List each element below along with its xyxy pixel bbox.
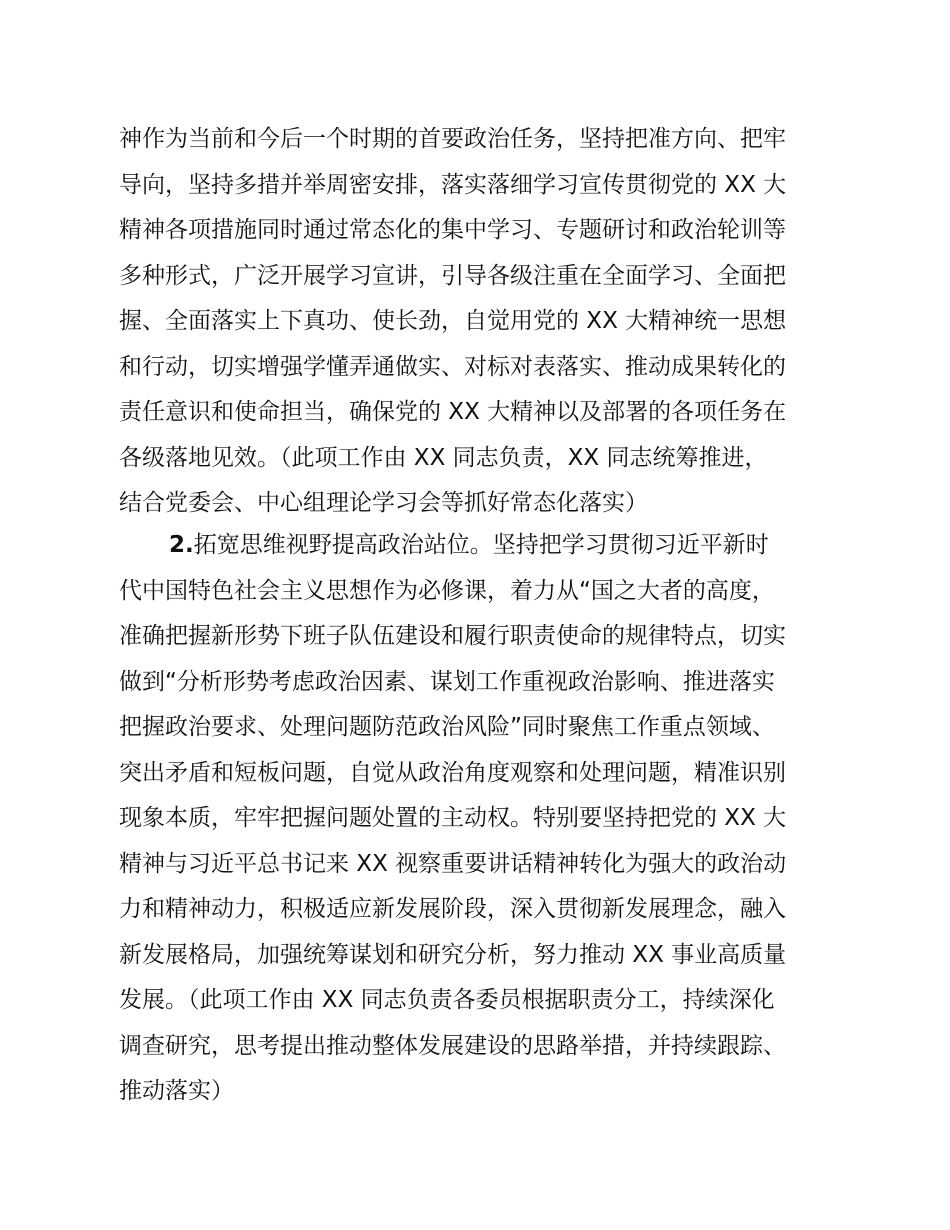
paragraph-1-line: 精神各项措施同时通过常态化的集中学习、专题研讨和政治轮训等 [119, 217, 786, 243]
paragraph-2-line: 力和精神动力，积极适应新发展阶段，深入贯彻新发展理念，融入 [119, 896, 786, 922]
paragraph-1-line: 握、全面落实上下真功、使长劲，自觉用党的 XX 大精神统一思想 [119, 308, 787, 334]
paragraph-2-heading-text: 拓宽思维视野提高政治站位。坚持把学习贯彻习近平新时 [193, 532, 769, 558]
paragraph-2-line: 现象本质，牢牢把握问题处置的主动权。特别要坚持把党的 XX 大 [119, 805, 787, 831]
paragraph-1-line: 责任意识和使命担当，确保党的 XX 大精神以及部署的各项任务在 [119, 399, 787, 425]
paragraph-1-line: 多种形式，广泛开展学习宣讲，引导各级注重在全面学习、全面把 [119, 262, 786, 289]
paragraph-2-line: 把握政治要求、处理问题防范政治风险”同时聚焦工作重点领域、 [119, 714, 775, 740]
paragraph-2-line: 准确把握新形势下班子队伍建设和履行职责使命的规律特点，切实 [119, 623, 786, 649]
paragraph-2-line: 精神与习近平总书记来 XX 视察重要讲话精神转化为强大的政治动 [119, 850, 787, 877]
paragraph-2-first-line [119, 523, 859, 569]
paragraph-1-line: 结合党委会、中心组理论学习会等抓好常态化落实） [119, 490, 648, 516]
paragraph-2-line: 代中国特色社会主义思想作为必修课，着力从“国之大者的高度， [119, 577, 775, 604]
paragraph-2-line: 发展。（此项工作由 XX 同志负责各委员根据职责分工，持续深化 [119, 987, 775, 1013]
paragraph-2-line: 新发展格局，加强统筹谋划和研究分析，努力推动 XX 事业高质量 [119, 941, 787, 968]
section-number: 2. [169, 532, 194, 558]
paragraph-1-line: 各级落地见效。（此项工作由 XX 同志负责，XX 同志统筹推进， [119, 444, 768, 471]
paragraph-2-line: 推动落实） [119, 1078, 234, 1104]
paragraph-2-line: 做到“分析形势考虑政治因素、谋划工作重视政治影响、推进落实 [119, 668, 775, 695]
paragraph-2-line: 调查研究，思考提出推动整体发展建设的思路举措，并持续跟踪、 [119, 1032, 786, 1059]
paragraph-1 [119, 117, 859, 527]
paragraph-2-line: 突出矛盾和短板问题，自觉从政治角度观察和处理问题，精准识别 [119, 759, 786, 786]
paragraph-1-line: 神作为当前和今后一个时期的首要政治任务，坚持把准方向、把牢 [119, 126, 786, 152]
paragraph-1-line: 和行动，切实增强学懂弄通做实、对标对表落实、推动成果转化的 [119, 353, 786, 380]
paragraph-1-line: 导向，坚持多措并举周密安排，落实落细学习宣传贯彻党的 XX 大 [119, 171, 787, 198]
paragraph-2 [119, 523, 859, 1115]
